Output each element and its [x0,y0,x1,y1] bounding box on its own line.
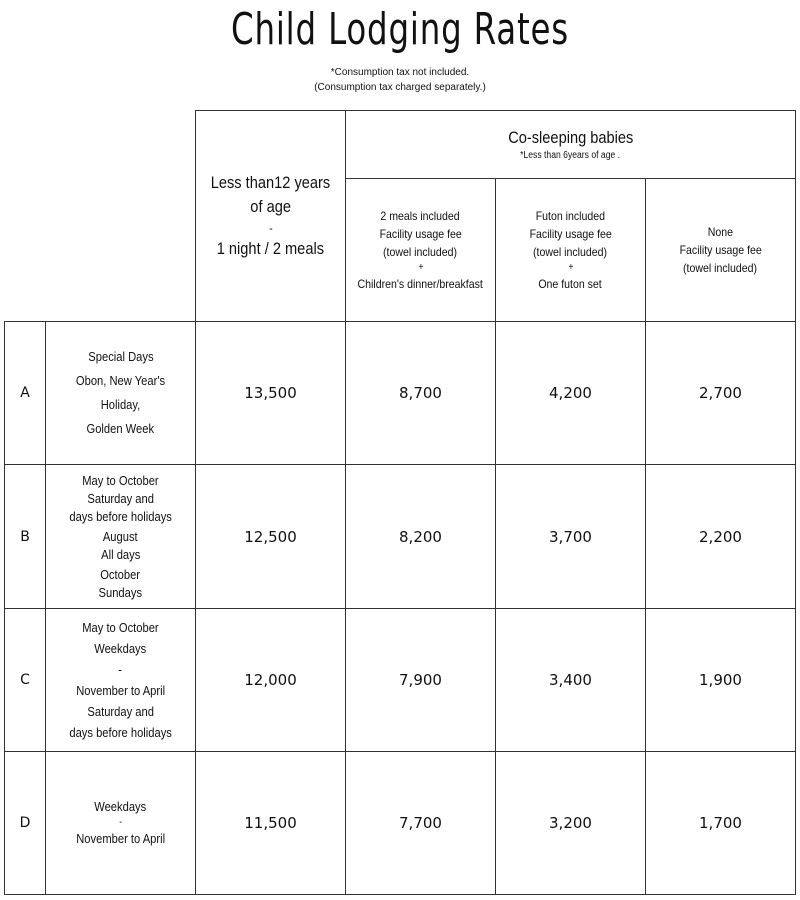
row-condition [46,465,195,608]
row-letter: C [20,672,30,688]
row-letter: B [20,528,30,545]
header-child-line: of age [250,197,291,216]
condition-line: May to October [82,620,159,635]
row-letter: D [19,815,31,831]
rate-none: 1,900 [699,671,742,689]
tax-note: *Consumption tax not included. [330,67,470,78]
header-line: Facility usage fee [679,243,762,257]
rate-child: 12,500 [244,527,297,546]
condition-line: Weekdays [94,799,147,814]
condition-line: Sundays [98,584,143,600]
header-line: (towel included) [683,261,758,275]
condition-line: August [103,528,138,544]
condition-line: November to April [76,683,165,698]
header-child-line: - [268,221,273,235]
rate-none: 2,200 [699,527,742,546]
condition-line: November to April [76,831,165,846]
condition-line: Special Days [87,349,154,364]
header-child-line: Less than12 years [210,173,331,192]
rate-child: 13,500 [244,384,297,402]
condition-line: - [118,662,123,677]
condition-line: Saturday and [87,490,154,506]
rate-child: 12,000 [244,671,297,689]
header-line: Children's dinner/breakfast [357,277,484,291]
condition-line: - [119,817,122,828]
rate-none: 2,700 [699,384,742,402]
header-none [646,179,795,321]
header-line: Facility usage fee [379,227,462,241]
row-condition [46,322,195,464]
header-line: Facility usage fee [529,227,612,241]
header-line: None [707,225,734,239]
condition-line: days before holidays [69,725,172,740]
header-child-rate [196,111,345,321]
rate-meals-included: 7,700 [399,814,442,832]
row-condition [46,752,195,894]
condition-line: Obon, New Year's Holiday, [75,373,166,412]
row-condition [46,609,195,751]
rate-futon-included: 3,400 [549,671,592,689]
header-co-sleeping-subtitle: *Less than 6years of age . [520,149,621,161]
table-line [4,894,796,895]
condition-line: All days [100,546,141,562]
condition-line: Golden Week [86,421,155,436]
header-child-line: 1 night / 2 meals [216,239,325,258]
condition-line: days before holidays [69,508,172,524]
header-line: Futon included [535,209,606,223]
condition-line: Weekdays [94,641,147,656]
header-line: + [417,262,424,273]
header-line: (towel included) [533,245,608,259]
header-line: (towel included) [383,245,458,259]
rate-futon-included: 3,700 [549,527,592,546]
rate-child: 11,500 [244,814,297,832]
tax-note-detail: (Consumption tax charged separately.) [314,82,486,93]
rate-futon-included: 4,200 [549,384,592,402]
header-line: 2 meals included [380,209,461,223]
header-co-sleeping-title: Co-sleeping babies [507,127,634,147]
rate-futon-included: 3,200 [549,814,592,832]
condition-line: May to October [82,472,159,488]
header-line: + [567,262,574,273]
header-co-sleeping [346,111,795,178]
condition-line: October [100,566,141,582]
condition-line: Saturday and [87,704,154,719]
rate-meals-included: 8,700 [399,384,442,402]
header-line: One futon set [538,277,603,291]
page-title: Child Lodging Rates [230,4,570,55]
rate-meals-included: 7,900 [399,671,442,689]
header-futon-included [496,179,645,321]
table-line [795,110,796,895]
rate-meals-included: 8,200 [399,527,442,546]
header-meals-included [346,179,495,321]
row-letter: A [20,385,30,401]
rate-none: 1,700 [699,814,742,832]
